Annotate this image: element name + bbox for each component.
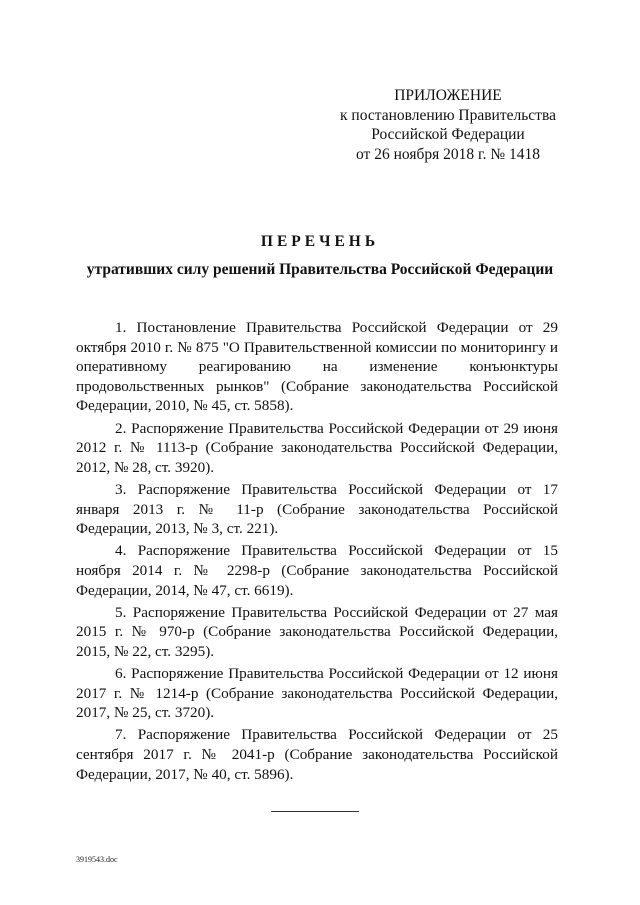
list-item: 4. Распоряжение Правительства Российской Федерации от 15 ноября 2014 г. № 2298-р (Собрание законодательства Российской Федерации, 2014, № 47, ст. 6619). bbox=[76, 542, 558, 599]
decisions-list bbox=[76, 318, 558, 787]
list-item: 6. Распоряжение Правительства Российской Федерации от 12 июня 2017 г. № 1214-р (Собрание законодательства Российской Федерации, 2017, № 25, ст. 3720). bbox=[76, 665, 558, 722]
document-subtitle: утративших силу решений Правительства Российской Федерации bbox=[86, 261, 554, 278]
list-item: 7. Распоряжение Правительства Российской Федерации от 25 сентября 2017 г. № 2041-р (Собрание законодательства Российской Федерации, 2017, № 40, ст. 5896). bbox=[76, 726, 558, 783]
end-divider bbox=[271, 811, 359, 812]
list-item: 5. Распоряжение Правительства Российской Федерации от 27 мая 2015 г. № 970-р (Собрание законодательства Российской Федерации, 2015, № 22, ст. 3295). bbox=[76, 603, 558, 660]
list-item: 2. Распоряжение Правительства Российской Федерации от 29 июня 2012 г. № 1113-р (Собрание законодательства Российской Федерации, 2012, № 28, ст. 3920). bbox=[76, 419, 558, 476]
appendix-title: ПРИЛОЖЕНИЕ bbox=[394, 87, 502, 104]
list-item: 1. Постановление Правительства Российской Федерации от 29 октября 2010 г. № 875 "О Правительственной комиссии по мониторингу и оперативному реагированию на изменение конъюнктуры продовольственных рынков" (Собрание законодательства Российской Федерации, 2010, № 45, ст. 5858). bbox=[76, 319, 558, 415]
appendix-header bbox=[338, 86, 558, 164]
appendix-date-number: от 26 ноября 2018 г. № 1418 bbox=[356, 145, 540, 163]
appendix-federation-line: Российской Федерации bbox=[371, 126, 525, 143]
appendix-decree-line: к постановлению Правительства bbox=[340, 106, 556, 124]
document-title: ПЕРЕЧЕНЬ bbox=[260, 233, 380, 250]
document-file-id: 3919543.doc bbox=[76, 855, 118, 864]
list-item: 3. Распоряжение Правительства Российской Федерации от 17 января 2013 г. № 11-р (Собрание законодательства Российской Федерации, 2013, № 3, ст. 221). bbox=[76, 480, 558, 538]
